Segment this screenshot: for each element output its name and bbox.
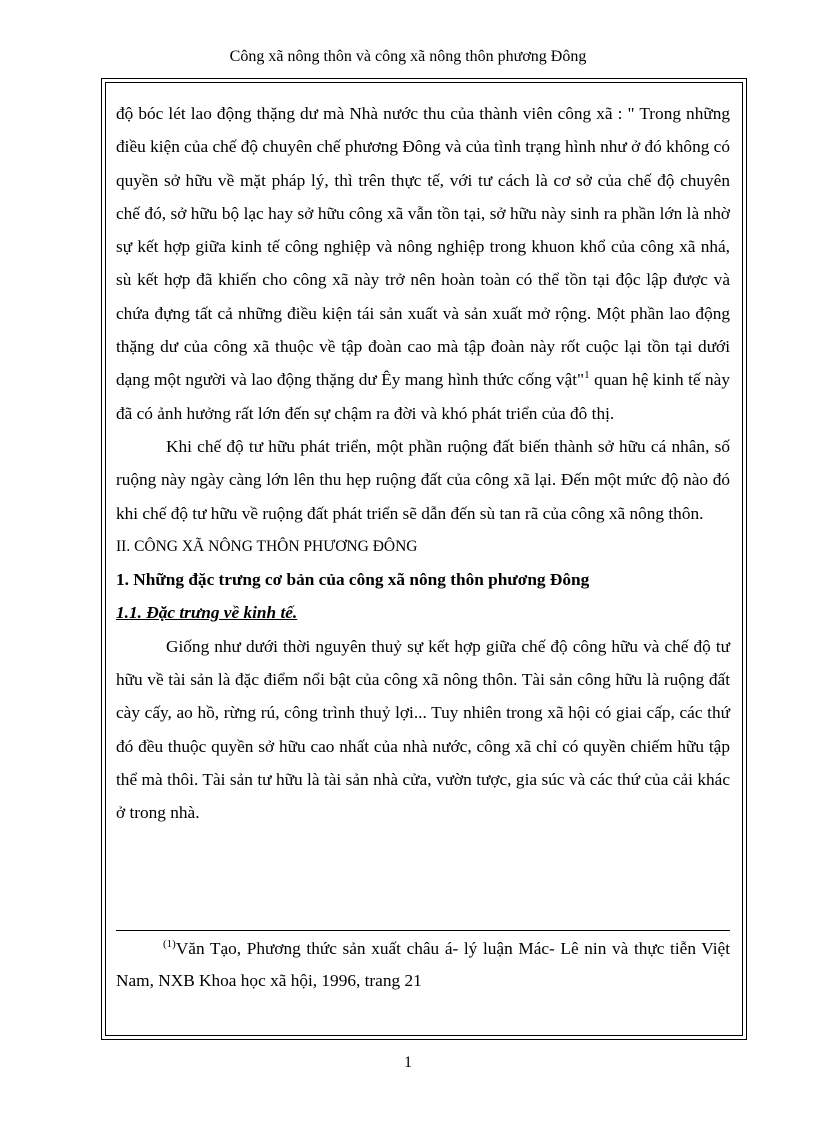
subsubsection-heading: 1.1. Đặc trưng về kinh tế.: [116, 603, 298, 623]
running-header-title: Công xã nông thôn và công xã nông thôn phương Đông: [229, 48, 587, 65]
body-paragraph-1-continuation: quan hệ kinh tế này đã có ảnh hưởng rất lớn đến sự chậm ra đời và khó phát triển của đô thị.: [116, 370, 730, 423]
footnote-separator: [116, 930, 730, 931]
footnote-text: Văn Tạo, Phương thức sản xuất châu á- lý luận Mác- Lê nin và thực tiễn Việt Nam, NXB Khoa học xã hội, 1996, trang 21: [116, 939, 730, 990]
body-paragraph-3: Giống như dưới thời nguyên thuỷ sự kết hợp giữa chế độ công hữu và chế độ tư hữu về tài sản là đặc điểm nổi bật của công xã nông thôn. Tài sản công hữu là ruộng đất cày cấy, ao hồ, rừng rú, công trình thuỷ lợi... Tuy nhiên trong xã hội có giai cấp, các thứ đó đều thuộc quyền sở hữu cao nhất của nhà nước, công xã chỉ có quyền chiếm hữu tập thể mà thôi. Tài sản tư hữu là tài sản nhà cửa, vườn tược, gia súc và các thứ của cải khác ở trong nhà.: [116, 636, 730, 823]
body-paragraph-1-text: độ bóc lét lao động thặng dư mà Nhà nước thu của thành viên công xã : " Trong những điều kiện của chế độ chuyên chế phương Đông và của tình trạng hình như ở đó không có quyền sở hữu về mặt pháp lý, thì trên thực tế, với tư cách là cơ sở của chế độ chuyên chế đó, sở hữu bộ lạc hay sở hữu công xã vẫn tồn tại, sở hữu này sinh ra phần lớn là nhờ sự kết hợp giữa kinh tế công nghiệp và nông nghiệp trong khuon khổ của công xã nhá, sù kết hợp đã khiến cho công xã này trở nên hoàn toàn có thể tồn tại độc lập được và chứa đựng tất cả những điều kiện tái sản xuất và sản xuất mở rộng. Một phần lao động thặng dư của công xã thuộc về tập đoàn cao mà tập đoàn này rốt cuộc lại tồn tại dưới dạng một người và lao động thặng dư Êy mang hình thức cống vật": [116, 104, 730, 390]
subsection-heading: 1. Những đặc trưng cơ bản của công xã nông thôn phương Đông: [116, 570, 590, 590]
body-paragraph-2: Khi chế độ tư hữu phát triển, một phần ruộng đất biến thành sở hữu cá nhân, số ruộng này ngày càng lớn lên thu hẹp ruộng đất của công xã lại. Đến một mức độ nào đó khi chế độ tư hữu về ruộng đất phát triển sẽ dẫn đến sù tan rã của công xã nông thôn.: [116, 436, 730, 523]
body-paragraph-1: [116, 97, 730, 430]
page-number: 1: [404, 1054, 412, 1071]
footnote-marker: (1): [163, 938, 176, 951]
main-content: [116, 97, 730, 830]
section-heading: II. CÔNG XÃ NÔNG THÔN PHƯƠNG ĐÔNG: [116, 537, 418, 555]
footnote-reference[interactable]: 1: [584, 369, 590, 382]
footnote: [116, 933, 730, 997]
